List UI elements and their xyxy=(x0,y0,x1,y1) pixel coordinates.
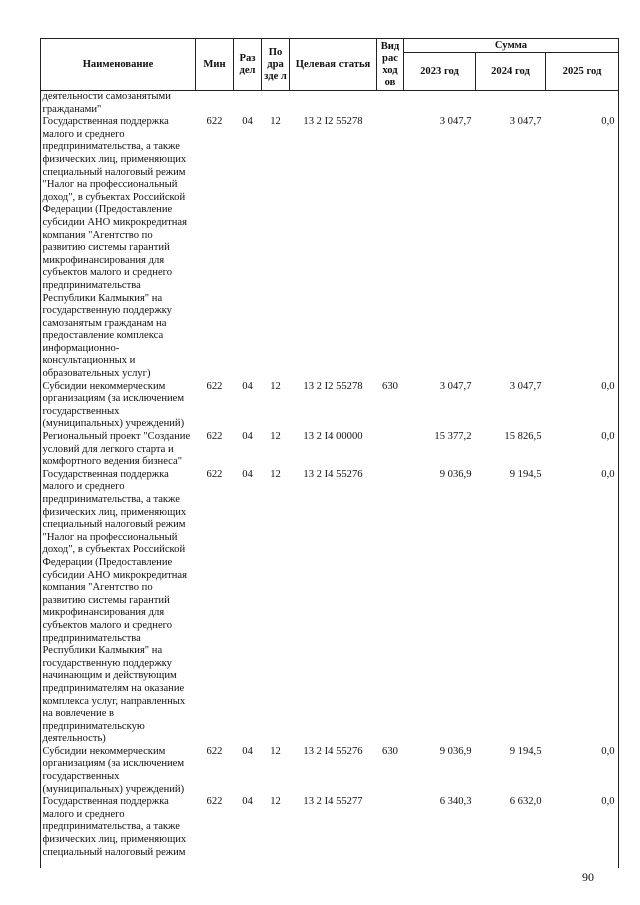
row-sum-2024: 9 194,5 xyxy=(509,468,542,480)
header-vid: Вид рас ход ов xyxy=(377,39,404,91)
table-row xyxy=(41,381,619,431)
row-sum-2023: 9 036,9 xyxy=(439,745,472,757)
row-name: Региональный проект "Создание условий для легкого старта и комфортного ведения бизнеса" xyxy=(42,431,191,468)
table-header xyxy=(41,39,619,91)
page-number: 90 xyxy=(582,870,594,884)
row-name: деятельности самозанятыми гражданами" xyxy=(42,91,171,115)
header-2025: 2025 год xyxy=(546,53,619,91)
row-name: Субсидии некоммерческим организациям (за исключением государственных (муниципальных) учреждений) xyxy=(42,745,185,795)
header-2023: 2023 год xyxy=(404,53,476,91)
table-row xyxy=(41,431,619,469)
row-min: 622 xyxy=(206,468,223,480)
row-podrazdel: 12 xyxy=(270,796,281,808)
budget-table xyxy=(40,38,619,859)
table-row xyxy=(41,91,619,117)
row-vid xyxy=(377,91,404,117)
row-vid: 630 xyxy=(382,745,398,757)
row-sum-2023 xyxy=(404,91,476,117)
row-target: 13 2 I2 55278 xyxy=(303,116,363,128)
row-sum-2025: 0,0 xyxy=(601,745,615,757)
row-razdel xyxy=(234,91,262,117)
row-sum-2025: 0,0 xyxy=(601,380,615,392)
row-razdel: 04 xyxy=(242,116,253,128)
row-sum-2025 xyxy=(546,91,619,117)
row-vid xyxy=(377,469,404,746)
row-sum-2023: 3 047,7 xyxy=(439,380,472,392)
table-row xyxy=(41,116,619,380)
table-body xyxy=(41,91,619,860)
row-podrazdel xyxy=(262,91,290,117)
row-min: 622 xyxy=(206,796,223,808)
row-vid: 630 xyxy=(382,380,398,392)
row-razdel: 04 xyxy=(242,431,253,443)
row-sum-2024: 3 047,7 xyxy=(509,116,542,128)
row-min: 622 xyxy=(206,431,223,443)
row-name: Государственная поддержка малого и среднего предпринимательства, а также физических лиц, применяющих специальный налоговый режим "Налог на профессиональный доход", в субъектах Российской Федерации (Предоставление субсидии АНО микрокредитная компания "Агентство по развитию системы гарантий микрофинансирования для субъектов малого и среднего предпринимательства Республики Калмыкия" на государственную поддержку самозанятым гражданам на предоставление комплекса информационно-консультационных и образовательных услуг) xyxy=(42,116,188,380)
row-vid xyxy=(377,796,404,859)
header-target: Целевая статья xyxy=(290,39,377,91)
header-podrazdel: По дра зде л xyxy=(262,39,290,91)
row-vid xyxy=(377,431,404,469)
row-sum-2025: 0,0 xyxy=(601,116,615,128)
row-name: Субсидии некоммерческим организациям (за исключением государственных (муниципальных) учреждений) xyxy=(42,380,185,430)
row-target: 13 2 I2 55278 xyxy=(303,380,363,392)
row-sum-2023: 9 036,9 xyxy=(439,468,472,480)
row-sum-2023: 3 047,7 xyxy=(439,116,472,128)
row-sum-2023: 15 377,2 xyxy=(434,431,472,443)
row-sum-2024 xyxy=(476,91,546,117)
row-sum-2023: 6 340,3 xyxy=(439,796,472,808)
row-razdel: 04 xyxy=(242,745,253,757)
row-sum-2024: 9 194,5 xyxy=(509,745,542,757)
row-sum-2024: 6 632,0 xyxy=(509,796,542,808)
row-razdel: 04 xyxy=(242,796,253,808)
row-sum-2025: 0,0 xyxy=(601,468,615,480)
header-razdel: Раз дел xyxy=(234,39,262,91)
row-razdel: 04 xyxy=(242,380,253,392)
row-sum-2024: 15 826,5 xyxy=(504,431,542,443)
row-target: 13 2 I4 55276 xyxy=(303,468,363,480)
row-min xyxy=(196,91,234,117)
row-podrazdel: 12 xyxy=(270,431,281,443)
row-podrazdel: 12 xyxy=(270,116,281,128)
row-target: 13 2 I4 55276 xyxy=(303,745,363,757)
table-row xyxy=(41,469,619,746)
row-min: 622 xyxy=(206,380,223,392)
row-target: 13 2 I4 55277 xyxy=(303,796,363,808)
row-sum-2025: 0,0 xyxy=(601,796,615,808)
header-2024: 2024 год xyxy=(476,53,546,91)
table-row xyxy=(41,746,619,796)
header-min: Мин xyxy=(196,39,234,91)
row-min: 622 xyxy=(206,116,223,128)
row-podrazdel: 12 xyxy=(270,745,281,757)
row-razdel: 04 xyxy=(242,468,253,480)
row-min: 622 xyxy=(206,745,223,757)
row-name: Государственная поддержка малого и среднего предпринимательства, а также физических лиц, применяющих специальный налоговый режим "Налог на профессиональный доход", в субъектах Российской Федерации (Предоставление субсидии АНО микрокредитная компания "Агентство по развитию системы гарантий микрофинансирования для субъектов малого и среднего предпринимательства Республики Калмыкия" на государственную поддержку начинающим и действующим предпринимателям на оказание комплекса услуг, направленных на вовлечение в предпринимательскую деятельность) xyxy=(42,468,188,745)
row-sum-2025: 0,0 xyxy=(601,431,615,443)
row-podrazdel: 12 xyxy=(270,468,281,480)
row-name: Государственная поддержка малого и среднего предпринимательства, а также физических лиц, применяющих специальный налоговый режим xyxy=(42,796,187,858)
row-target: 13 2 I4 00000 xyxy=(303,431,363,443)
row-vid xyxy=(377,116,404,380)
table-row xyxy=(41,796,619,859)
row-podrazdel: 12 xyxy=(270,380,281,392)
row-sum-2024: 3 047,7 xyxy=(509,380,542,392)
row-target xyxy=(290,91,377,117)
header-name: Наименование xyxy=(41,39,196,91)
header-sum: Сумма xyxy=(404,39,619,53)
